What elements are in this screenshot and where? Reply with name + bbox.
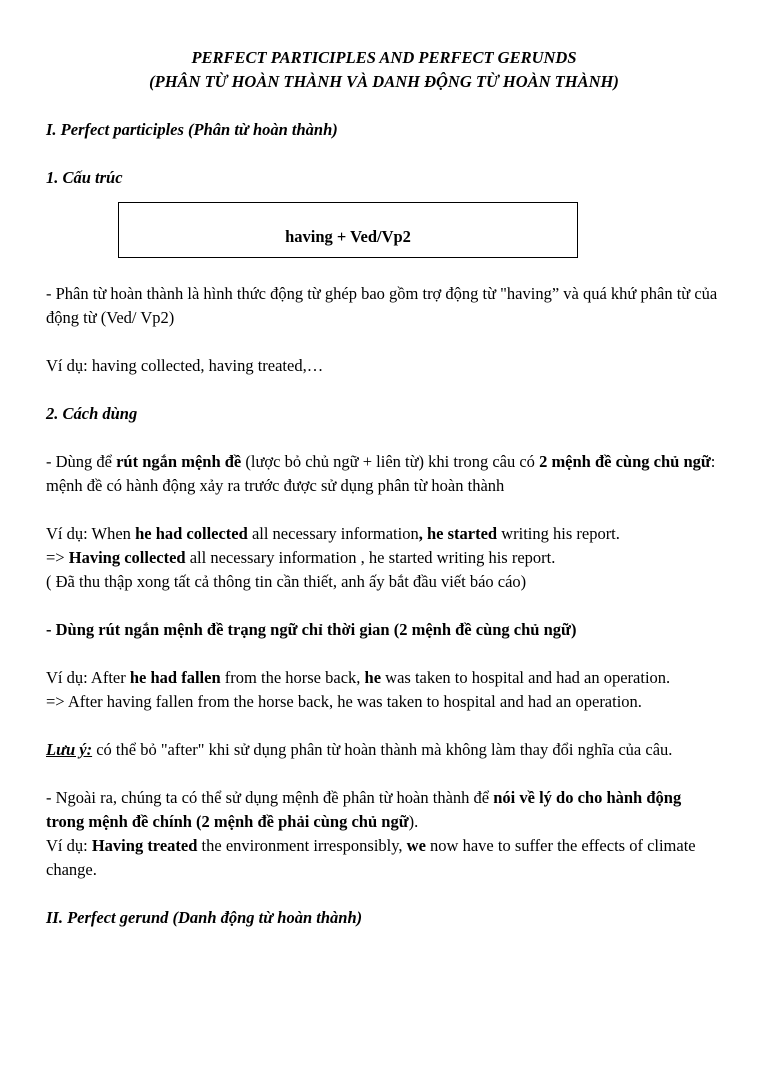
usage-1-paragraph: - Dùng để rút ngắn mệnh đề (lược bỏ chủ ngữ + liên từ) khi trong câu có 2 mệnh đề cùng chủ ngữ: mệnh đề có hành động xảy ra trước được sử dụng phân từ hoàn thành	[46, 452, 716, 495]
title-line-1: PERFECT PARTICIPLES AND PERFECT GERUNDS	[191, 48, 577, 67]
note-paragraph: Lưu ý: có thể bỏ "after" khi sử dụng phân từ hoàn thành mà không làm thay đổi nghĩa của câu.	[46, 740, 673, 759]
example-2-line-2: => Having collected all necessary information , he started writing his report.	[46, 548, 556, 567]
example-4: Ví dụ: Having treated the environment irresponsibly, we now have to suffer the effects of climate change.	[46, 836, 696, 879]
example-3-line-1: Ví dụ: After he had fallen from the horse back, he was taken to hospital and had an operation.	[46, 668, 671, 687]
section-1-heading: I. Perfect participles (Phân từ hoàn thành)	[46, 120, 338, 139]
definition-paragraph: - Phân từ hoàn thành là hình thức động từ ghép bao gồm trợ động từ "having” và quá khứ phân từ của động từ (Ved/ Vp2)	[46, 284, 718, 327]
example-1: Ví dụ: having collected, having treated,…	[46, 356, 324, 375]
example-2-line-3: ( Đã thu thập xong tất cả thông tin cần thiết, anh ấy bắt đầu viết báo cáo)	[46, 572, 527, 591]
usage-3-paragraph: - Ngoài ra, chúng ta có thể sử dụng mệnh đề phân từ hoàn thành để nói về lý do cho hành động trong mệnh đề chính (2 mệnh đề phải cùng chủ ngữ).	[46, 788, 682, 831]
formula-box	[118, 202, 578, 258]
example-2-line-1: Ví dụ: When he had collected all necessary information, he started writing his report.	[46, 524, 620, 543]
subsection-2-heading: 2. Cách dùng	[46, 404, 138, 423]
document-page	[0, 46, 768, 1070]
note-label: Lưu ý:	[46, 740, 93, 759]
subsection-1-heading: 1. Cấu trúc	[46, 168, 123, 187]
section-2-heading: II. Perfect gerund (Danh động từ hoàn thành)	[46, 908, 363, 927]
formula-text: having + Ved/Vp2	[285, 227, 411, 246]
title-line-2: (PHÂN TỪ HOÀN THÀNH VÀ DANH ĐỘNG TỪ HOÀN THÀNH)	[149, 72, 619, 91]
usage-2-paragraph: - Dùng rút ngắn mệnh đề trạng ngữ chỉ thời gian (2 mệnh đề cùng chủ ngữ)	[46, 620, 577, 639]
example-3-line-2: => After having fallen from the horse back, he was taken to hospital and had an operation.	[46, 692, 642, 711]
